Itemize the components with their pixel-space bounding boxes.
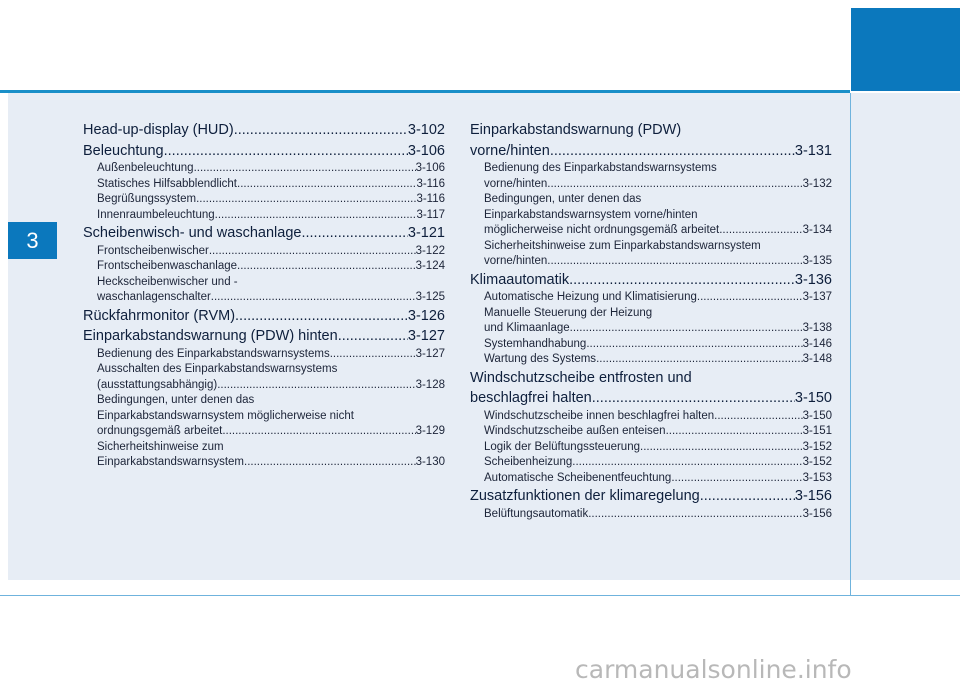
toc-page-number: 3-150 <box>802 409 832 422</box>
toc-page-number: 3-152 <box>802 456 832 468</box>
toc-page-number: 3-136 <box>794 271 832 288</box>
toc-entry-title: Zusatzfunktionen der klimaregelung <box>470 488 700 504</box>
toc-entry-title: Frontscheibenwischer <box>97 244 209 257</box>
toc-entry[interactable] <box>470 409 832 425</box>
dot-leader <box>666 424 803 440</box>
dot-leader <box>244 455 416 471</box>
toc-heading[interactable] <box>83 307 445 327</box>
toc-entry[interactable] <box>83 259 445 275</box>
toc-page-number: 3-152 <box>802 440 832 453</box>
toc-page-number: 3-150 <box>794 390 832 406</box>
toc-entry[interactable] <box>83 290 445 306</box>
toc-entry[interactable] <box>470 223 832 239</box>
toc-entry[interactable] <box>470 424 832 440</box>
dot-leader <box>671 471 802 487</box>
toc-entry[interactable] <box>83 347 445 363</box>
toc-entry-title: Einparkabstandswarnung (PDW) hinten <box>83 328 338 344</box>
toc-page-number: 3-117 <box>416 208 445 221</box>
toc-entry-title: Klimaautomatik <box>470 271 570 288</box>
toc-heading[interactable] <box>83 121 445 141</box>
toc-entry-title: Belüftungsautomatik <box>484 507 589 520</box>
toc-entry-title: Einparkabstandswarnsystem möglicherweise nicht <box>97 409 354 422</box>
dot-leader <box>211 290 416 306</box>
toc-entry-title: (ausstattungsabhängig) <box>97 378 218 391</box>
dot-leader <box>194 161 416 177</box>
toc-entry-title: Logik der Belüftungssteuerung <box>484 440 640 453</box>
toc-entry-title: Frontscheibenwaschanlage <box>97 260 238 272</box>
toc-heading[interactable] <box>83 327 445 347</box>
toc-heading <box>470 369 832 389</box>
toc-entry-title: Sicherheitshinweise zum Einparkabstandswarnsystem <box>484 239 761 252</box>
toc-entry-title: Manuelle Steuerung der Heizung <box>484 306 653 319</box>
toc-entry-title: Einparkabstandswarnsystem vorne/hinten <box>484 208 698 221</box>
toc-heading <box>470 121 832 141</box>
toc-page-number: 3-134 <box>802 224 832 236</box>
toc-entry[interactable] <box>470 254 832 270</box>
toc-page-number: 3-151 <box>802 425 832 437</box>
toc-entry[interactable] <box>83 424 445 440</box>
toc-page-number: 3-125 <box>415 291 445 303</box>
dot-leader <box>570 321 803 337</box>
toc-page-number: 3-128 <box>415 378 445 391</box>
toc-entry-title: Head-up-display (HUD) <box>83 122 234 138</box>
dot-leader <box>586 337 802 353</box>
toc-page-number: 3-146 <box>802 337 832 350</box>
dot-leader <box>209 244 416 260</box>
dot-leader <box>217 378 415 394</box>
vertical-divider <box>850 93 851 595</box>
toc-entry-title: Einparkabstandswarnung (PDW) <box>470 122 682 138</box>
toc-heading[interactable] <box>83 224 445 244</box>
toc-entry <box>83 275 445 291</box>
toc-entry[interactable] <box>470 507 832 523</box>
toc-entry-title: vorne/hinten <box>484 255 548 267</box>
toc-entry <box>83 393 445 409</box>
toc-page-number: 3-156 <box>802 507 832 520</box>
toc-entry <box>83 440 445 456</box>
toc-entry-title: Beleuchtung <box>83 142 164 159</box>
toc-entry[interactable] <box>83 161 445 177</box>
toc-right-column <box>470 121 832 522</box>
toc-entry-title: Ausschalten des Einparkabstandswarnsystems <box>97 363 338 375</box>
toc-entry-title: Bedingungen, unter denen das <box>484 193 642 205</box>
toc-page-number: 3-116 <box>416 177 445 190</box>
chapter-number-badge: 3 <box>8 222 57 259</box>
toc-entry[interactable] <box>83 192 445 208</box>
toc-page-number: 3-102 <box>407 122 445 138</box>
toc-page-number: 3-127 <box>415 347 445 360</box>
toc-entry-title: Bedienung des Einparkabstandswarnsystems <box>484 162 717 174</box>
toc-entry-title: Innenraumbeleuchtung <box>97 208 215 221</box>
toc-entry[interactable] <box>470 352 832 368</box>
toc-entry-title: Heckscheibenwischer und - <box>97 275 238 288</box>
toc-entry-title: vorne/hinten <box>484 177 548 190</box>
dot-leader <box>338 327 408 347</box>
dot-leader <box>164 142 408 162</box>
dot-leader <box>596 352 803 368</box>
toc-left-column <box>83 121 445 471</box>
dot-leader <box>196 192 416 208</box>
toc-entry <box>470 239 832 255</box>
dot-leader <box>237 259 416 275</box>
toc-entry-title: vorne/hinten <box>470 142 550 159</box>
toc-entry-title: waschanlagenschalter <box>97 291 211 303</box>
toc-heading[interactable] <box>470 389 832 409</box>
toc-entry-title: möglicherweise nicht ordnungsgemäß arbeitet <box>484 224 720 236</box>
toc-entry-title: Bedienung des Einparkabstandswarnsystems <box>97 347 330 360</box>
dot-leader <box>640 440 803 456</box>
toc-entry <box>470 161 832 177</box>
toc-entry-title: beschlagfrei halten <box>470 390 592 406</box>
toc-page-number: 3-126 <box>407 307 445 324</box>
toc-heading[interactable] <box>470 271 832 291</box>
toc-entry-title: Windschutzscheibe außen enteisen <box>484 425 666 437</box>
dot-leader <box>550 142 795 162</box>
toc-page-number: 3-124 <box>415 260 445 272</box>
toc-entry <box>83 362 445 378</box>
dot-leader <box>588 507 802 523</box>
toc-entry-title: Automatische Heizung und Klimatisierung <box>484 291 697 303</box>
toc-entry-title: Scheibenwisch- und waschanlage <box>83 225 302 241</box>
toc-entry-title: Windschutzscheibe innen beschlagfrei halten <box>484 409 715 422</box>
dot-leader <box>719 223 802 239</box>
toc-heading[interactable] <box>470 487 832 507</box>
toc-entry[interactable] <box>470 177 832 193</box>
toc-entry[interactable] <box>470 440 832 456</box>
toc-page-number: 3-138 <box>802 322 832 334</box>
toc-entry[interactable] <box>470 321 832 337</box>
toc-entry <box>470 306 832 322</box>
dot-leader <box>235 307 408 327</box>
dot-leader <box>569 271 795 291</box>
toc-entry-title: Rückfahrmonitor (RVM) <box>83 307 236 324</box>
toc-page-number: 3-131 <box>794 142 832 159</box>
toc-entry[interactable] <box>83 455 445 471</box>
toc-page-number: 3-137 <box>802 291 832 303</box>
toc-heading[interactable] <box>83 142 445 162</box>
toc-page-number: 3-153 <box>802 471 832 484</box>
toc-entry-title: Bedingungen, unter denen das <box>97 394 255 406</box>
toc-entry[interactable] <box>83 208 445 224</box>
toc-entry <box>470 192 832 208</box>
toc-entry[interactable] <box>470 290 832 306</box>
toc-entry-title: Systemhandhabung <box>484 337 587 350</box>
toc-entry <box>83 409 445 425</box>
toc-entry[interactable] <box>83 378 445 394</box>
dot-leader <box>237 177 416 193</box>
toc-page-number: 3-130 <box>415 456 445 468</box>
watermark: carmanualsonline.info <box>575 655 852 684</box>
chapter-corner-tab <box>851 8 960 91</box>
toc-page-number: 3-106 <box>407 142 445 159</box>
dot-leader <box>697 290 803 306</box>
toc-entry[interactable] <box>83 244 445 260</box>
toc-entry-title: Einparkabstandswarnsystem <box>97 456 245 468</box>
toc-entry-title: und Klimaanlage <box>484 322 570 334</box>
dot-leader <box>301 224 407 244</box>
toc-entry-title: Automatische Scheibenentfeuchtung <box>484 471 672 484</box>
dot-leader <box>215 208 417 224</box>
toc-page-number: 3-129 <box>415 425 445 437</box>
toc-entry[interactable] <box>470 455 832 471</box>
toc-entry-title: Sicherheitshinweise zum <box>97 440 224 453</box>
toc-entry[interactable] <box>83 177 445 193</box>
dot-leader <box>592 389 795 409</box>
toc-page-number: 3-116 <box>416 193 445 205</box>
toc-page-number: 3-132 <box>802 177 832 190</box>
toc-page-number: 3-135 <box>802 255 832 267</box>
toc-entry-title: ordnungsgemäß arbeitet <box>97 425 223 437</box>
toc-entry <box>470 208 832 224</box>
toc-heading[interactable] <box>470 142 832 162</box>
toc-entry-title: Außenbeleuchtung <box>97 162 194 174</box>
side-strip <box>851 93 960 580</box>
toc-page-number: 3-148 <box>802 353 832 365</box>
toc-entry[interactable] <box>470 337 832 353</box>
dot-leader <box>700 487 795 507</box>
toc-entry[interactable] <box>470 471 832 487</box>
toc-page-number: 3-127 <box>407 328 445 344</box>
toc-entry-title: Windschutzscheibe entfrosten und <box>470 369 692 386</box>
dot-leader <box>547 177 802 193</box>
dot-leader <box>222 424 415 440</box>
toc-entry-title: Scheibenheizung <box>484 456 573 468</box>
toc-page-number: 3-106 <box>415 162 445 174</box>
bottom-rule <box>0 595 960 596</box>
toc-page-number: 3-122 <box>415 244 445 257</box>
toc-page-number: 3-156 <box>794 488 832 504</box>
toc-page-number: 3-121 <box>407 225 445 241</box>
dot-leader <box>572 455 802 471</box>
dot-leader <box>330 347 416 363</box>
dot-leader <box>714 409 802 425</box>
dot-leader <box>547 254 802 270</box>
toc-entry-title: Wartung des Systems <box>484 353 597 365</box>
toc-entry-title: Statisches Hilfsabblendlicht <box>97 177 237 190</box>
dot-leader <box>234 121 408 141</box>
toc-entry-title: Begrüßungssystem <box>97 193 197 205</box>
